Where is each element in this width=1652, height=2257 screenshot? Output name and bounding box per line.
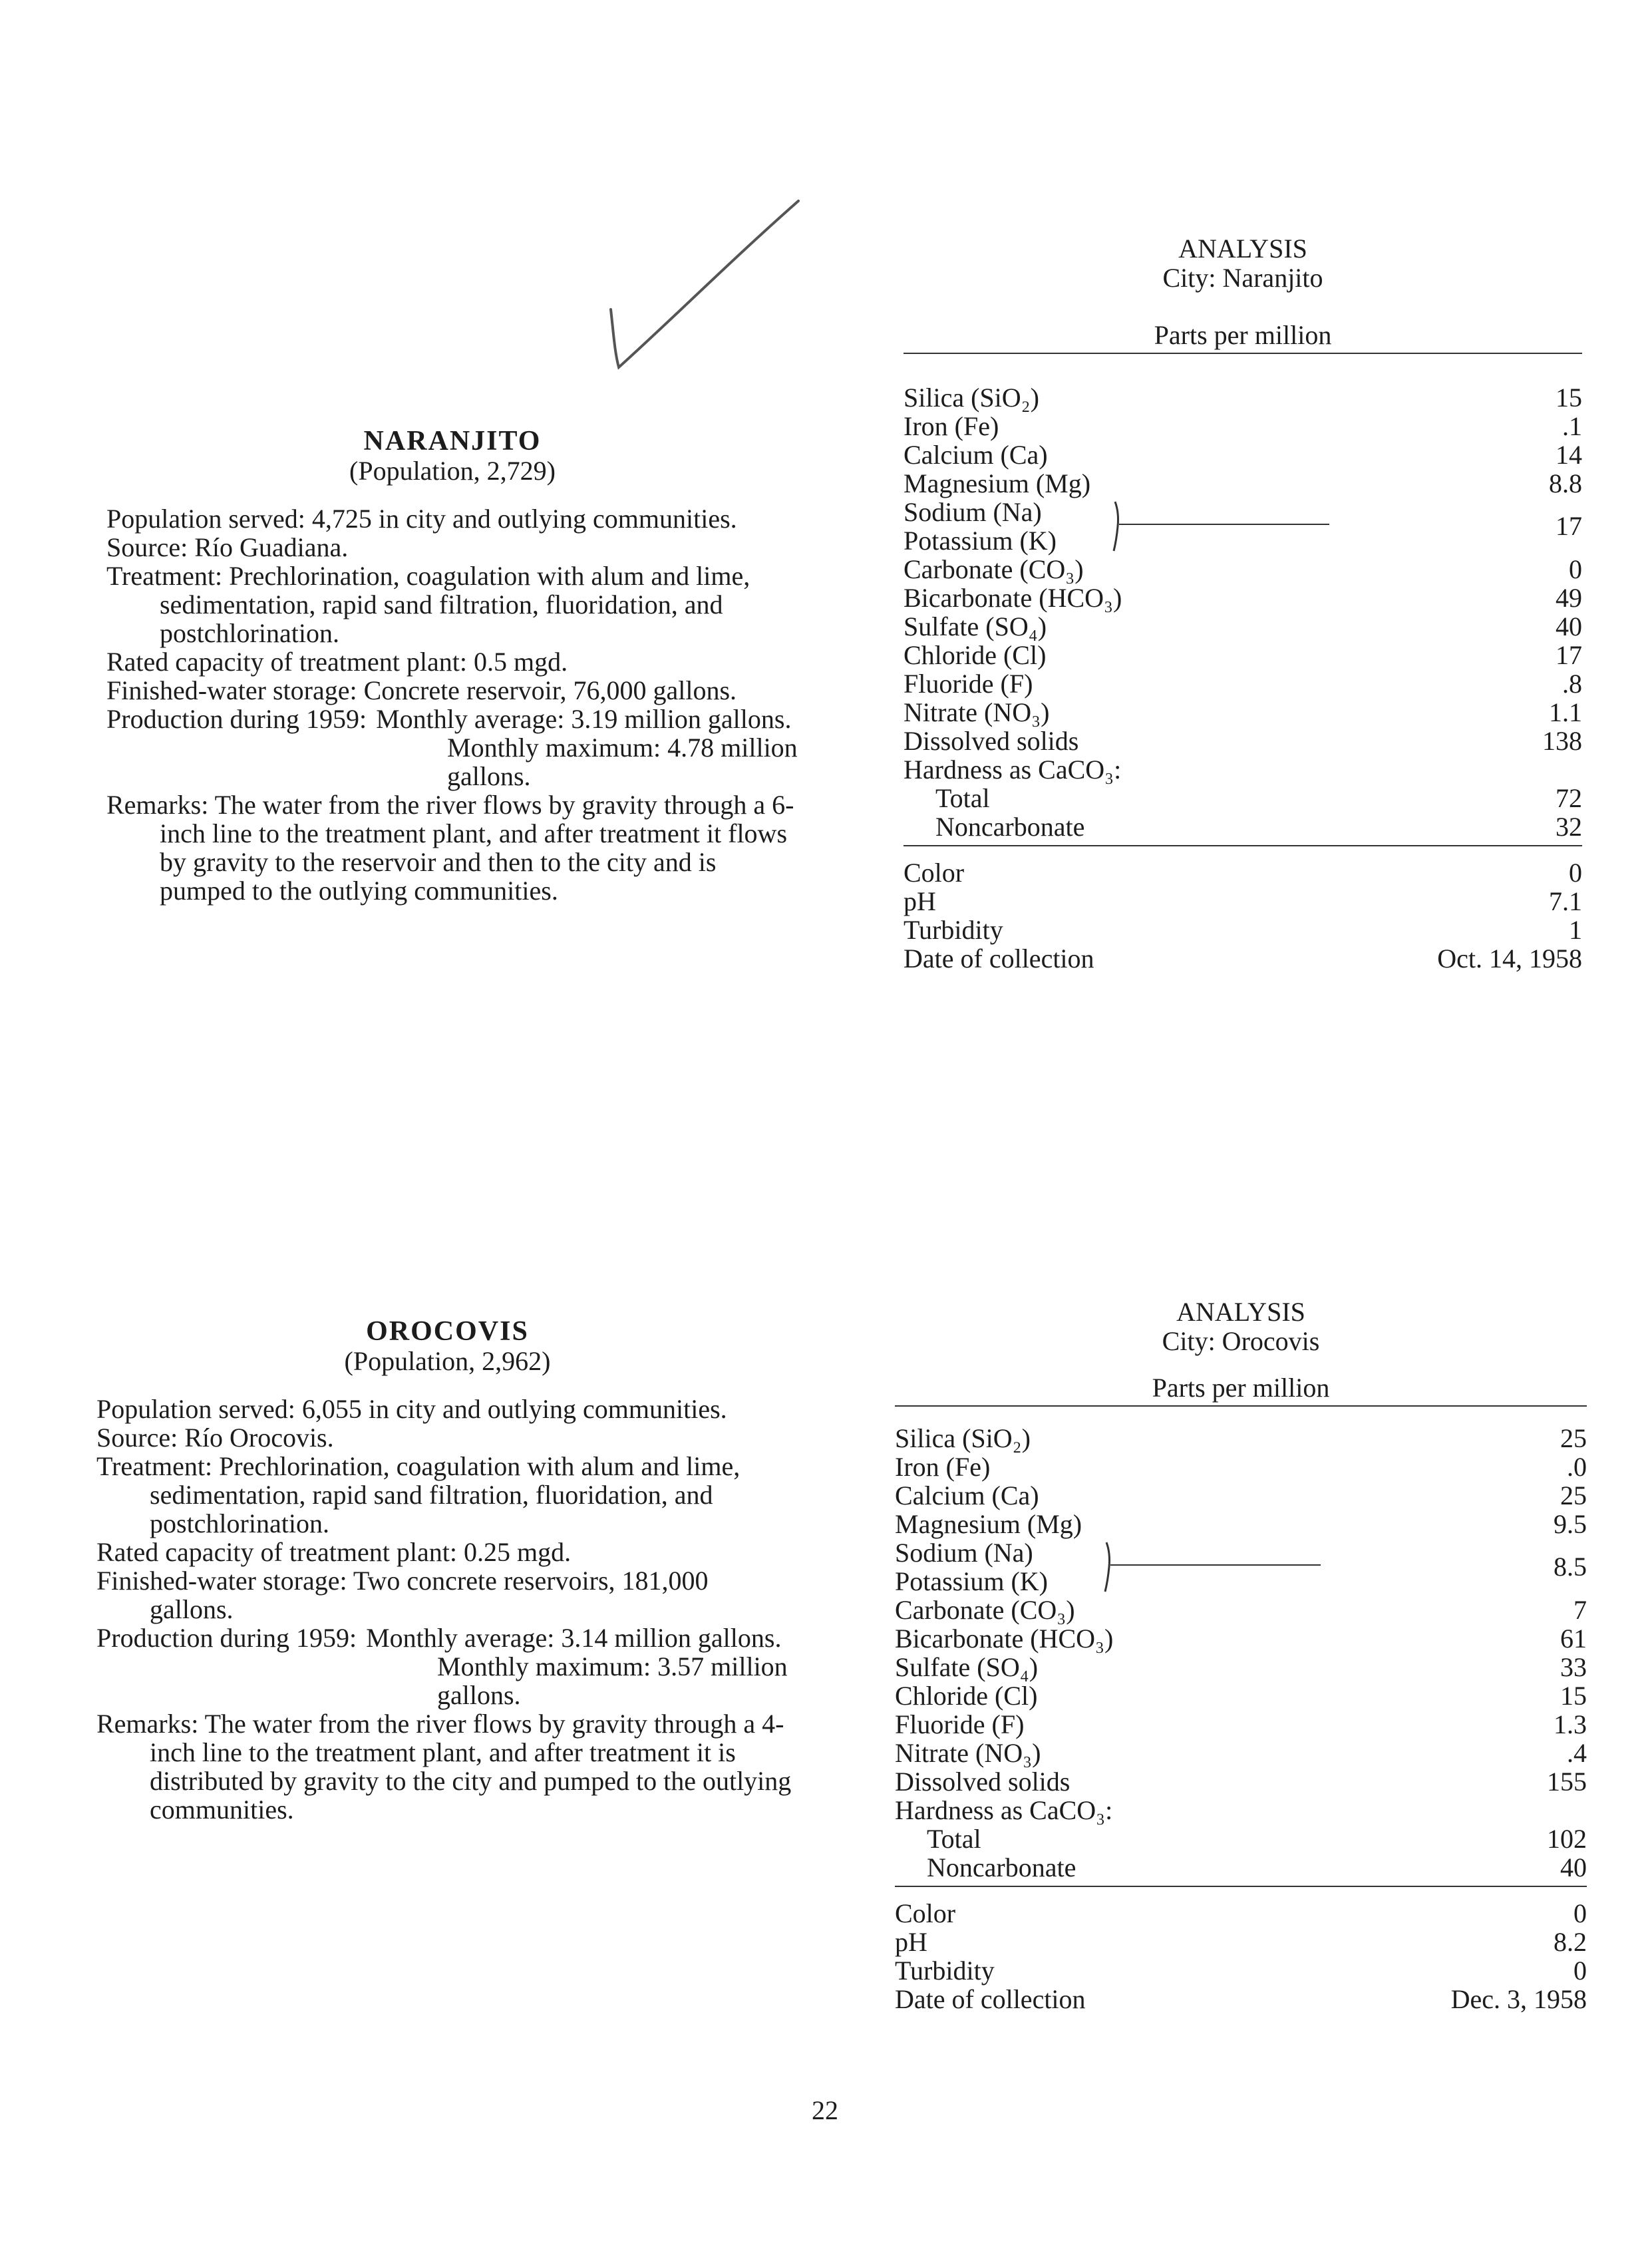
row-label: Silica (SiO₂) <box>895 1423 1031 1453</box>
table-row <box>904 555 1582 584</box>
production-label: Production during 1959: <box>96 1623 357 1653</box>
production-maximum: Monthly maximum: 4.78 million gallons. <box>447 733 798 791</box>
analysis-heading: ANALYSIS <box>1176 1297 1305 1327</box>
row-label: Color <box>895 1898 956 1928</box>
analysis-heading: ANALYSIS <box>1178 234 1307 263</box>
row-label: Calcium (Ca) <box>904 440 1048 470</box>
row-value: .8 <box>1562 669 1582 699</box>
table-row <box>904 584 1582 612</box>
table-row <box>904 383 1582 412</box>
row-value: 9.5 <box>1554 1509 1587 1539</box>
table-row <box>904 641 1582 669</box>
row-label: Calcium (Ca) <box>895 1480 1039 1510</box>
table-row <box>895 1538 1587 1567</box>
section-population: (Population, 2,962) <box>344 1346 551 1376</box>
table-row <box>895 1453 1587 1481</box>
source: Source: Río Orocovis. <box>96 1423 334 1453</box>
table-row <box>904 727 1582 755</box>
row-label: Chloride (Cl) <box>904 640 1047 670</box>
row-label: Chloride (Cl) <box>895 1681 1038 1711</box>
table-row <box>904 469 1582 498</box>
table-row <box>904 698 1582 727</box>
row-label: Hardness as CaCO₃: <box>904 755 1122 784</box>
table-row <box>895 1796 1587 1824</box>
table-row <box>895 1928 1587 1956</box>
row-label: Silica (SiO₂) <box>904 383 1039 413</box>
table-row <box>895 1510 1587 1538</box>
row-value: Dec. 3, 1958 <box>1450 1984 1587 2014</box>
row-value: 17 <box>1556 640 1582 670</box>
na-k-value: 8.5 <box>1554 1552 1587 1582</box>
check-mark-icon <box>599 193 812 386</box>
table-row <box>895 1681 1587 1710</box>
row-label: Carbonate (CO₃) <box>904 554 1084 584</box>
row-value: 32 <box>1556 812 1582 842</box>
table-row <box>904 526 1582 555</box>
row-value: .4 <box>1567 1738 1587 1768</box>
table-row <box>895 1985 1587 2013</box>
finished-water-storage: Finished-water storage: Two concrete reservoirs, 181,000 gallons. <box>96 1566 709 1624</box>
row-value: 0 <box>1573 1956 1587 1986</box>
row-value: .0 <box>1567 1452 1587 1482</box>
row-label: Fluoride (F) <box>904 669 1033 699</box>
treatment: Treatment: Prechlorination, coagulation with alum and lime, sedimentation, rapid sand filtration, fluoridation, and postchlorination. <box>106 561 750 648</box>
table-row <box>904 944 1582 973</box>
table-row <box>895 1824 1587 1853</box>
row-label: Carbonate (CO₃) <box>895 1595 1075 1625</box>
table-mid-rule <box>895 1886 1587 1887</box>
section-population: (Population, 2,729) <box>349 456 556 486</box>
row-value: 1 <box>1569 915 1582 945</box>
row-value: .1 <box>1562 411 1582 441</box>
finished-water-storage: Finished-water storage: Concrete reservoir, 76,000 gallons. <box>106 675 737 705</box>
table-row <box>895 1899 1587 1928</box>
row-value: 15 <box>1560 1681 1587 1711</box>
table-row <box>895 1596 1587 1624</box>
row-label: Dissolved solids <box>895 1767 1071 1797</box>
rated-capacity: Rated capacity of treatment plant: 0.25 mgd. <box>96 1537 572 1567</box>
row-label: Noncarbonate <box>927 1852 1076 1882</box>
na-k-value: 17 <box>1556 511 1582 541</box>
table-row <box>904 812 1582 841</box>
table-row <box>904 858 1582 887</box>
row-value: Oct. 14, 1958 <box>1437 944 1582 973</box>
production-maximum: Monthly maximum: 3.57 million gallons. <box>437 1651 788 1710</box>
row-label: Nitrate (NO₃) <box>904 697 1050 727</box>
remarks: Remarks: The water from the river flows by gravity through a 6-inch line to the treatment plant, and after treatment it flows by gravity to the reservoir and then to the city and is pumped to the outlying communities. <box>106 790 794 906</box>
row-value: 138 <box>1542 726 1582 756</box>
production-average: Monthly average: 3.14 million gallons. <box>366 1623 782 1653</box>
row-label: Noncarbonate <box>935 812 1085 842</box>
row-value: 25 <box>1560 1423 1587 1453</box>
row-label: Turbidity <box>904 915 1003 945</box>
row-value: 0 <box>1569 554 1582 584</box>
row-label: Iron (Fe) <box>904 411 999 441</box>
analysis-city: City: Orocovis <box>1162 1326 1320 1356</box>
row-label: Hardness as CaCO₃: <box>895 1795 1113 1825</box>
row-label: Potassium (K) <box>904 526 1057 556</box>
production <box>96 1624 798 1709</box>
row-value: 0 <box>1573 1898 1587 1928</box>
population-served: Population served: 4,725 in city and outlying communities. <box>106 504 737 534</box>
source: Source: Río Guadiana. <box>106 532 349 562</box>
table-row <box>904 612 1582 641</box>
analysis-units: Parts per million <box>1154 320 1332 350</box>
row-label: Dissolved solids <box>904 726 1079 756</box>
analysis-city: City: Naranjito <box>1162 263 1323 293</box>
row-label: Magnesium (Mg) <box>895 1509 1082 1539</box>
row-label: Bicarbonate (HCO₃) <box>904 583 1122 613</box>
table-row <box>904 887 1582 916</box>
row-value: 15 <box>1556 383 1582 413</box>
row-value: 40 <box>1560 1852 1587 1882</box>
row-value: 14 <box>1556 440 1582 470</box>
row-value: 49 <box>1556 583 1582 613</box>
row-label: Color <box>904 858 965 888</box>
row-value: 61 <box>1560 1624 1587 1653</box>
row-value: 7 <box>1573 1595 1587 1625</box>
table-top-rule <box>904 353 1582 354</box>
production-average: Monthly average: 3.19 million gallons. <box>376 704 792 734</box>
table-row <box>895 1653 1587 1681</box>
row-value: 25 <box>1560 1480 1587 1510</box>
table-row <box>904 498 1582 526</box>
row-value: 0 <box>1569 858 1582 888</box>
row-value: 33 <box>1560 1652 1587 1682</box>
row-value: 7.1 <box>1549 886 1582 916</box>
production-label: Production during 1959: <box>106 704 367 734</box>
row-value: 102 <box>1547 1824 1587 1854</box>
table-row <box>895 1767 1587 1796</box>
orocovis-description <box>96 1316 798 1824</box>
row-value: 8.2 <box>1554 1927 1587 1957</box>
row-value: 155 <box>1547 1767 1587 1797</box>
row-label: Sodium (Na) <box>904 497 1042 527</box>
table-row <box>895 1481 1587 1510</box>
row-label: Bicarbonate (HCO₃) <box>895 1624 1114 1653</box>
row-label: Turbidity <box>895 1956 995 1986</box>
page-number: 22 <box>812 2095 838 2125</box>
population-served: Population served: 6,055 in city and outlying communities. <box>96 1394 727 1424</box>
table-row <box>895 1710 1587 1739</box>
table-mid-rule <box>904 845 1582 846</box>
row-label: Magnesium (Mg) <box>904 468 1091 498</box>
table-row <box>904 755 1582 784</box>
table-row <box>895 1739 1587 1767</box>
naranjito-description <box>106 426 798 905</box>
row-value: 1.1 <box>1549 697 1582 727</box>
table-row <box>895 1567 1587 1596</box>
table-row <box>904 669 1582 698</box>
row-value: 40 <box>1556 611 1582 641</box>
row-label: pH <box>895 1927 927 1957</box>
table-row <box>904 412 1582 440</box>
row-label: Date of collection <box>904 944 1094 973</box>
orocovis-analysis <box>895 1298 1587 2029</box>
row-label: Sulfate (SO₄) <box>904 611 1047 641</box>
row-label: Fluoride (F) <box>895 1709 1025 1739</box>
row-label: Date of collection <box>895 1984 1086 2014</box>
table-row <box>895 1424 1587 1453</box>
table-row <box>904 440 1582 469</box>
naranjito-analysis <box>904 234 1582 1006</box>
row-value: 8.8 <box>1549 468 1582 498</box>
row-label: Iron (Fe) <box>895 1452 991 1482</box>
section-title: OROCOVIS <box>366 1316 529 1347</box>
row-label: pH <box>904 886 936 916</box>
row-value: 72 <box>1556 783 1582 813</box>
row-label: Sodium (Na) <box>895 1538 1033 1568</box>
section-title: NARANJITO <box>363 426 542 456</box>
production <box>106 705 798 790</box>
table-row <box>904 784 1582 812</box>
table-row <box>895 1956 1587 1985</box>
analysis-units: Parts per million <box>1152 1373 1330 1403</box>
row-value: 1.3 <box>1554 1709 1587 1739</box>
row-label: Total <box>927 1824 981 1854</box>
table-row <box>904 916 1582 944</box>
row-label: Nitrate (NO₃) <box>895 1738 1041 1768</box>
row-label: Potassium (K) <box>895 1566 1048 1596</box>
table-top-rule <box>895 1405 1587 1407</box>
table-row <box>895 1853 1587 1882</box>
table-row <box>895 1624 1587 1653</box>
row-label: Total <box>935 783 990 813</box>
rated-capacity: Rated capacity of treatment plant: 0.5 mgd. <box>106 647 568 677</box>
treatment: Treatment: Prechlorination, coagulation with alum and lime, sedimentation, rapid sand filtration, fluoridation, and postchlorination. <box>96 1451 741 1538</box>
remarks: Remarks: The water from the river flows by gravity through a 4-inch line to the treatment plant, and after treatment it is distributed by gravity to the city and pumped to the outlying communities. <box>96 1709 792 1824</box>
row-label: Sulfate (SO₄) <box>895 1652 1039 1682</box>
